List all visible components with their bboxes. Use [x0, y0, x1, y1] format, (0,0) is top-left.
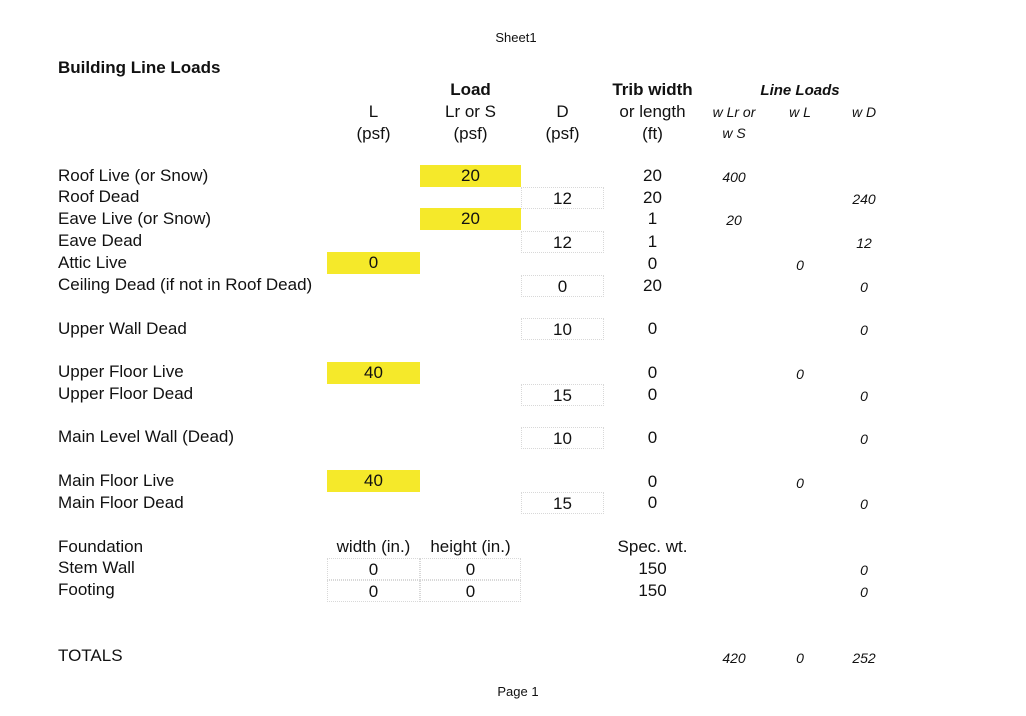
cell-eave-live-trib: 1: [647, 209, 658, 228]
row-label-roof-dead: Roof Dead: [58, 187, 140, 206]
cell-upper-floor-live-trib: 0: [647, 363, 658, 382]
cell-footing-spec: 150: [638, 581, 667, 600]
cell-upper-floor-live-wL: 0: [796, 366, 804, 382]
cell-upper-wall-dead-wD: 0: [860, 322, 868, 338]
cell-main-floor-live-L[interactable]: 40: [327, 470, 420, 492]
cell-upper-floor-dead-D[interactable]: 15: [521, 384, 604, 406]
cell-stem-wall-height[interactable]: 0: [420, 558, 521, 580]
cell-ceiling-dead-D[interactable]: 0: [521, 275, 604, 297]
header-Lr-unit: (psf): [453, 124, 488, 143]
foundation-label: Foundation: [58, 537, 144, 556]
header-wL: w L: [789, 104, 811, 120]
cell-eave-dead-wD: 12: [856, 235, 872, 251]
cell-ceiling-dead-wD: 0: [860, 279, 868, 295]
page-number: Page 1: [497, 684, 539, 699]
row-label-eave-live: Eave Live (or Snow): [58, 209, 212, 228]
row-label-main-floor-live: Main Floor Live: [58, 471, 175, 490]
cell-upper-wall-dead-trib: 0: [647, 319, 658, 338]
line-loads-group-header: Line Loads: [760, 82, 840, 99]
load-group-header: Load: [450, 80, 491, 99]
cell-main-floor-dead-wD: 0: [860, 496, 868, 512]
total-wD: 252: [852, 650, 876, 666]
row-label-ceiling-dead: Ceiling Dead (if not in Roof Dead): [58, 275, 313, 294]
cell-footing-wD: 0: [860, 584, 868, 600]
sheet-name: Sheet1: [495, 30, 537, 45]
cell-footing-height[interactable]: 0: [420, 580, 521, 602]
cell-eave-live-Lr[interactable]: 20: [420, 208, 521, 230]
row-label-eave-dead: Eave Dead: [58, 231, 143, 250]
cell-eave-live-wLr: 20: [726, 212, 742, 228]
row-label-upper-floor-dead: Upper Floor Dead: [58, 384, 194, 403]
cell-roof-dead-wD: 240: [852, 191, 876, 207]
cell-ceiling-dead-trib: 20: [643, 276, 662, 295]
cell-roof-live-trib: 20: [643, 166, 662, 185]
cell-roof-live-wLr: 400: [722, 169, 746, 185]
cell-attic-live-L[interactable]: 0: [327, 252, 420, 274]
cell-main-floor-live-wL: 0: [796, 475, 804, 491]
cell-main-floor-live-trib: 0: [647, 472, 658, 491]
header-wD: w D: [851, 104, 877, 120]
document-title: Building Line Loads: [58, 58, 221, 77]
header-D-unit: (psf): [545, 124, 580, 143]
header-trib-unit: (ft): [642, 124, 663, 143]
cell-upper-wall-dead-D[interactable]: 10: [521, 318, 604, 340]
row-label-main-floor-dead: Main Floor Dead: [58, 493, 184, 512]
foundation-height-header: height (in.): [430, 537, 511, 556]
total-wL: 0: [796, 650, 804, 666]
cell-stem-wall-width[interactable]: 0: [327, 558, 420, 580]
cell-eave-dead-D[interactable]: 12: [521, 231, 604, 253]
cell-main-level-wall-D[interactable]: 10: [521, 427, 604, 449]
cell-main-level-wall-wD: 0: [860, 431, 868, 447]
cell-roof-dead-trib: 20: [643, 188, 662, 207]
cell-footing-width[interactable]: 0: [327, 580, 420, 602]
header-L-unit: (psf): [356, 124, 391, 143]
row-label-stem-wall: Stem Wall: [58, 558, 135, 577]
header-wLr: w Lr or: [712, 104, 756, 120]
cell-main-level-wall-trib: 0: [647, 428, 658, 447]
foundation-width-header: width (in.): [336, 537, 411, 556]
header-D: D: [556, 102, 569, 121]
foundation-spec-header: Spec. wt.: [617, 537, 688, 556]
cell-eave-dead-trib: 1: [647, 232, 658, 251]
cell-main-floor-dead-trib: 0: [647, 493, 658, 512]
row-label-upper-floor-live: Upper Floor Live: [58, 362, 184, 381]
cell-stem-wall-spec: 150: [638, 559, 667, 578]
cell-stem-wall-wD: 0: [860, 562, 868, 578]
row-label-roof-live: Roof Live (or Snow): [58, 166, 209, 185]
header-Lr: Lr or S: [444, 102, 497, 121]
row-label-main-level-wall: Main Level Wall (Dead): [58, 427, 235, 446]
total-wLr: 420: [722, 650, 746, 666]
totals-label: TOTALS: [58, 646, 123, 665]
cell-attic-live-trib: 0: [647, 254, 658, 273]
cell-upper-floor-dead-trib: 0: [647, 385, 658, 404]
cell-upper-floor-dead-wD: 0: [860, 388, 868, 404]
row-label-footing: Footing: [58, 580, 115, 599]
cell-upper-floor-live-L[interactable]: 40: [327, 362, 420, 384]
cell-roof-dead-D[interactable]: 12: [521, 187, 604, 209]
header-wLr-line2: w S: [722, 125, 746, 141]
trib-group-header: Trib width: [612, 80, 693, 99]
header-L: L: [368, 102, 379, 121]
header-trib: or length: [619, 102, 686, 121]
row-label-attic-live: Attic Live: [58, 253, 127, 272]
cell-main-floor-dead-D[interactable]: 15: [521, 492, 604, 514]
cell-roof-live-Lr[interactable]: 20: [420, 165, 521, 187]
row-label-upper-wall-dead: Upper Wall Dead: [58, 319, 187, 338]
cell-attic-live-wL: 0: [796, 257, 804, 273]
